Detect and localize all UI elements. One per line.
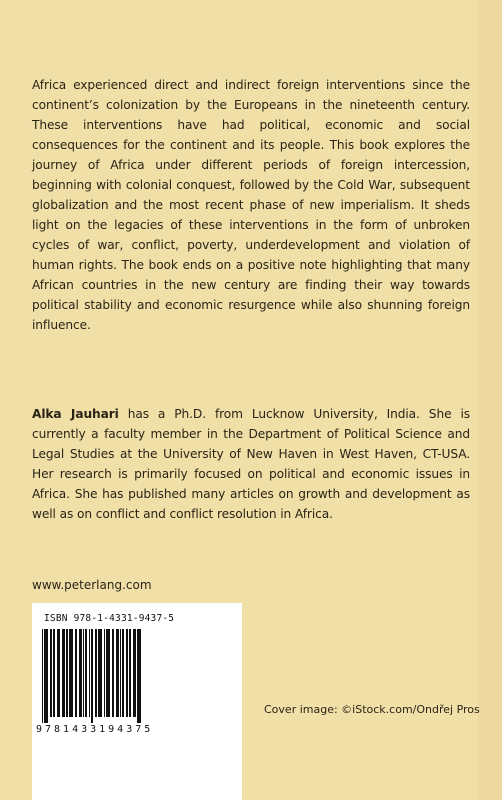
isbn-label: ISBN 978-1-4331-9437-5 (44, 613, 175, 624)
cover-edge (478, 0, 502, 800)
book-description: Africa experienced direct and indirect foreign interventions since the continent’s colonization by the Europeans in the nineteenth century. These interventions have had political, economic and social consequences for the continent and its people. This book explores the journey of Africa under different periods of foreign intercession, beginning with colonial conquest, followed by the Cold War, subsequent globalization and the most recent phase of new imperialism. It sheds light on the legacies of these interventions in the form of unbroken cycles of war, conflict, poverty, underdevelopment and violation of human rights. The book ends on a positive note highlighting that many African countries in the new century are finding their way towards political stability and economic resurgence while also shunning foreign influence. (32, 78, 470, 332)
barcode-panel (32, 603, 242, 800)
barcode-digits: 9781433194375 (36, 724, 154, 735)
author-bio (32, 404, 470, 524)
cover-image-credit: Cover image: ©iStock.com/Ondřej Pros (264, 703, 480, 716)
publisher-website[interactable]: www.peterlang.com (32, 578, 152, 592)
author-name: Alka Jauhari (32, 407, 119, 421)
barcode-icon (40, 629, 234, 723)
author-bio-text: has a Ph.D. from Lucknow University, India. She is currently a faculty member in the Department of Political Science and Legal Studies at the University of New Haven in West Haven, CT-USA. Her research is primarily focused on political and economic issues in Africa. She has published many articles on growth and development as well as on conflict and conflict resolution in Africa. (32, 407, 470, 521)
